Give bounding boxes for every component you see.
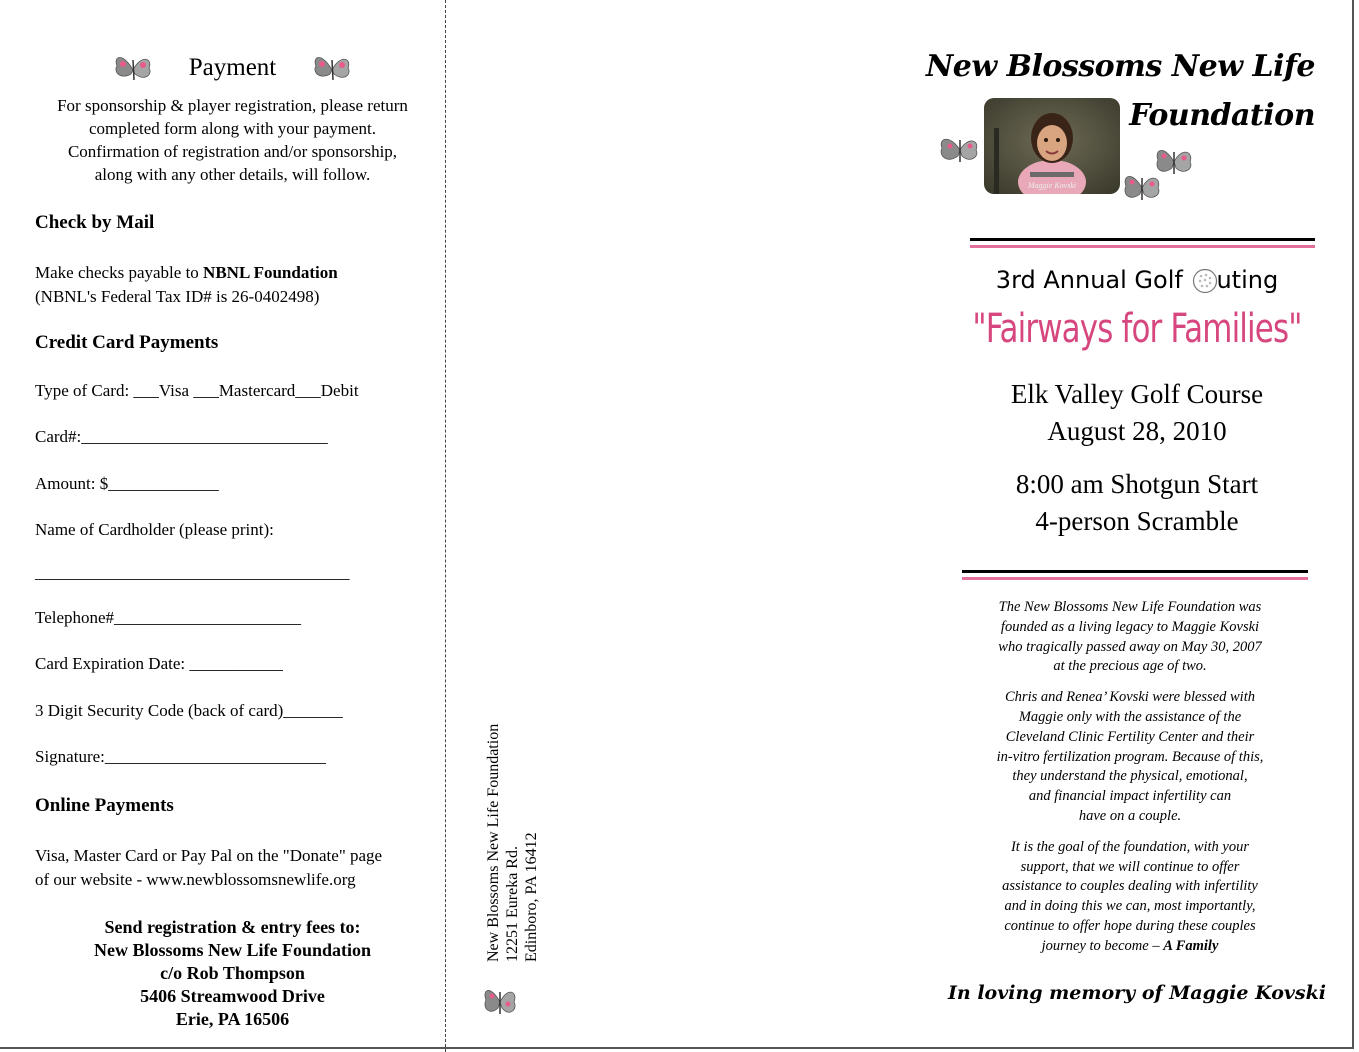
event-title-suffix: uting xyxy=(1216,266,1279,294)
payable-prefix: Make checks payable to xyxy=(35,263,204,282)
event-title xyxy=(930,266,1344,294)
return-address-line: Edinboro, PA 16412 xyxy=(523,832,540,962)
address-line: 5406 Streamwood Drive xyxy=(140,986,325,1006)
amount-field: Amount: $_____________ xyxy=(35,474,219,493)
intro-line: Confirmation of registration and/or sponsorship, xyxy=(67,142,398,161)
story-line: and in doing this we can, most importantly, xyxy=(1004,898,1256,915)
story-paragraph xyxy=(962,838,1298,957)
start-time: 8:00 am Shotgun Start xyxy=(1015,469,1259,499)
story-line: Chris and Renea’ Kovski were blessed with xyxy=(1005,689,1255,706)
story-line: in-vitro fertilization program. Because of this, xyxy=(996,748,1264,765)
tax-id: (NBNL's Federal Tax ID# is 26-0402498) xyxy=(35,287,320,306)
divider-pink xyxy=(970,245,1315,248)
online-line: Visa, Master Card or Pay Pal on the "Donate" page xyxy=(35,846,383,865)
story-line: founded as a living legacy to Maggie Kovski xyxy=(1000,618,1260,635)
story-line: support, that we will continue to offer xyxy=(1020,858,1240,875)
payable-line xyxy=(35,263,338,283)
address-line: c/o Rob Thompson xyxy=(160,963,305,983)
venue-block xyxy=(930,376,1344,450)
payment-header xyxy=(0,48,465,88)
address-line: New Blossoms New Life Foundation xyxy=(93,940,371,960)
event-tagline: "Fairways for Families" xyxy=(972,306,1302,352)
online-payments-heading: Online Payments xyxy=(35,795,174,816)
divider-pink xyxy=(962,577,1308,580)
signature-field: Signature:__________________________ xyxy=(35,747,326,766)
mailing-address xyxy=(0,916,465,1031)
cardholder-field: _____________________________________ xyxy=(35,563,350,582)
memorial-dedication: In loving memory of Maggie Kovski xyxy=(948,982,1326,1004)
divider-black xyxy=(962,570,1308,573)
card-type-field: Type of Card: ___Visa ___Mastercard___Debit xyxy=(35,381,359,400)
address-line: Send registration & entry fees to: xyxy=(104,917,361,937)
story-emphasis: A Family xyxy=(1163,937,1219,954)
butterfly-icon xyxy=(482,982,518,1022)
format-block xyxy=(930,466,1344,540)
payable-name: NBNL Foundation xyxy=(203,263,338,282)
story-line: they understand the physical, emotional, xyxy=(1012,768,1248,785)
return-address xyxy=(484,724,541,962)
butterfly-icon xyxy=(111,48,155,88)
foundation-story xyxy=(962,598,1298,968)
story-line: who tragically passed away on May 30, 2007 xyxy=(998,638,1262,655)
intro-line: along with any other details, will follow. xyxy=(94,165,371,184)
event-format: 4-person Scramble xyxy=(1035,506,1239,536)
payment-panel xyxy=(0,0,445,1052)
telephone-field: Telephone#______________________ xyxy=(35,608,302,627)
payment-title: Payment xyxy=(188,54,277,81)
story-line: continue to offer hope during these couples xyxy=(1004,917,1256,934)
story-paragraph xyxy=(962,688,1298,827)
return-address-line: 12251 Eureka Rd. xyxy=(504,846,521,962)
website-line: of our website - www.newblossomsnewlife.org xyxy=(35,870,356,889)
intro-line: completed form along with your payment. xyxy=(88,119,377,138)
check-by-mail-heading: Check by Mail xyxy=(35,212,155,233)
butterfly-icon xyxy=(1120,168,1164,206)
memorial-photo xyxy=(984,98,1120,194)
event-title-prefix: 3rd Annual Golf xyxy=(995,266,1191,294)
story-paragraph xyxy=(962,598,1298,677)
cardholder-label: Name of Cardholder (please print): xyxy=(35,520,274,539)
story-line: The New Blossoms New Life Foundation was xyxy=(998,599,1262,615)
expiration-field: Card Expiration Date: ___________ xyxy=(35,654,283,673)
child-portrait-image xyxy=(984,98,1120,194)
story-line: at the precious age of two. xyxy=(1053,658,1207,675)
story-line: journey to become – xyxy=(1041,937,1164,954)
story-line: It is the goal of the foundation, with your xyxy=(1010,838,1250,855)
golf-ball-icon xyxy=(1192,268,1218,294)
intro-line: For sponsorship & player registration, please return xyxy=(57,96,408,115)
payment-instructions xyxy=(20,94,445,186)
butterfly-icon xyxy=(310,48,354,88)
story-line: have on a couple. xyxy=(1078,807,1182,824)
butterfly-icon xyxy=(936,132,982,168)
story-line: and financial impact infertility can xyxy=(1028,788,1232,805)
org-name-line: New Blossoms New Life xyxy=(925,49,1315,84)
org-name-line: Foundation xyxy=(1129,98,1315,133)
photo-caption: Maggie Kovski xyxy=(1027,181,1077,190)
address-line: Erie, PA 16506 xyxy=(175,1009,290,1029)
venue-name: Elk Valley Golf Course xyxy=(1010,379,1264,409)
divider-black xyxy=(970,238,1315,241)
credit-card-heading: Credit Card Payments xyxy=(35,332,219,353)
story-line: assistance to couples dealing with infertility xyxy=(1002,878,1258,895)
fold-line xyxy=(445,0,446,1052)
story-line: Maggie only with the assistance of the xyxy=(1018,708,1242,725)
security-code-field: 3 Digit Security Code (back of card)_______ xyxy=(35,701,343,720)
return-address-line: New Blossoms New Life Foundation xyxy=(485,723,502,962)
story-line: Cleveland Clinic Fertility Center and their xyxy=(1005,728,1255,745)
event-date: August 28, 2010 xyxy=(1047,416,1227,446)
card-number-field: Card#:_____________________________ xyxy=(35,427,328,446)
